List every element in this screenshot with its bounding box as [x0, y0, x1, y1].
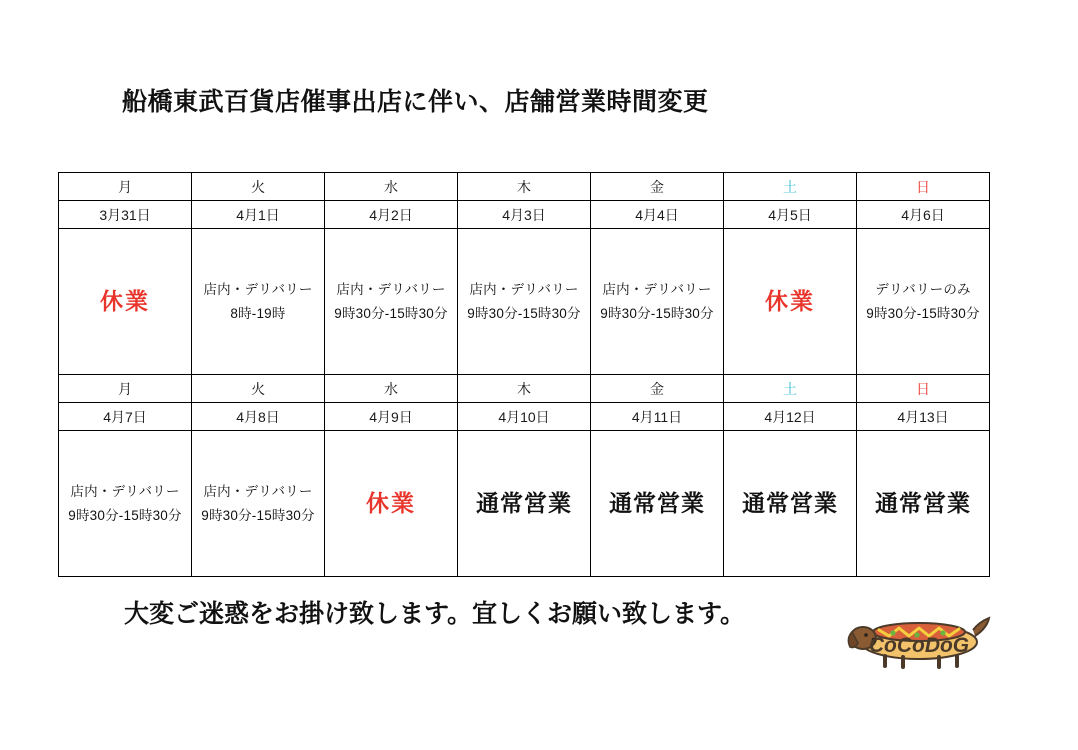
- week2-hours-row: [59, 431, 990, 577]
- normal-hours-label: 通常営業: [875, 490, 971, 517]
- week2-date-cell: 4月13日: [857, 403, 990, 431]
- hours-label: 9時30分-15時30分: [467, 305, 581, 321]
- normal-hours-label: 通常営業: [742, 490, 838, 517]
- week1-hours-cell: [325, 229, 458, 375]
- week2-weekday-row: [59, 375, 990, 403]
- week1-date-cell: 4月3日: [458, 201, 591, 229]
- week1-hours-cell: [458, 229, 591, 375]
- business-hours-table: [58, 172, 990, 577]
- service-label: 店内・デリバリー: [203, 281, 313, 297]
- week1-weekday-cell: 月: [59, 173, 192, 201]
- logo-wordmark: CoCoDoG: [868, 634, 970, 657]
- week2-date-cell: 4月7日: [59, 403, 192, 431]
- service-label: デリバリーのみ: [875, 281, 971, 297]
- week2-hours-cell: [724, 431, 857, 577]
- week2-date-cell: 4月10日: [458, 403, 591, 431]
- hours-label: 8時-19時: [230, 305, 286, 321]
- week1-weekday-row: [59, 173, 990, 201]
- week2-hours-cell: [857, 431, 990, 577]
- week2-date-cell: 4月12日: [724, 403, 857, 431]
- week1-weekday-cell: 水: [325, 173, 458, 201]
- week1-hours-cell: [59, 229, 192, 375]
- closed-label: 休業: [366, 490, 416, 517]
- week1-weekday-cell: 火: [192, 173, 325, 201]
- service-label: 店内・デリバリー: [203, 483, 313, 499]
- week2-weekday-cell-saturday: 土: [724, 375, 857, 403]
- hours-label: 9時30分-15時30分: [334, 305, 448, 321]
- normal-hours-label: 通常営業: [476, 490, 572, 517]
- closed-label: 休業: [765, 288, 815, 315]
- apology-note: 大変ご迷惑をお掛け致します。宜しくお願い致します。: [124, 600, 746, 628]
- week2-weekday-cell-sunday: 日: [857, 375, 990, 403]
- week1-date-cell: 4月6日: [857, 201, 990, 229]
- week1-weekday-cell: 金: [591, 173, 724, 201]
- week1-date-cell: 4月2日: [325, 201, 458, 229]
- week2-hours-cell: [325, 431, 458, 577]
- hours-label: 9時30分-15時30分: [866, 305, 980, 321]
- week1-date-cell: 4月4日: [591, 201, 724, 229]
- normal-hours-label: 通常営業: [609, 490, 705, 517]
- hotdog-logo-icon: [845, 608, 993, 674]
- hours-label: 9時30分-15時30分: [201, 507, 315, 523]
- week1-hours-row: [59, 229, 990, 375]
- week2-date-cell: 4月11日: [591, 403, 724, 431]
- week2-date-cell: 4月9日: [325, 403, 458, 431]
- week2-weekday-cell: 金: [591, 375, 724, 403]
- service-label: 店内・デリバリー: [469, 281, 579, 297]
- week1-date-cell: 4月5日: [724, 201, 857, 229]
- week2-weekday-cell: 月: [59, 375, 192, 403]
- week2-weekday-cell: 水: [325, 375, 458, 403]
- closed-label: 休業: [100, 288, 150, 315]
- week1-weekday-cell: 木: [458, 173, 591, 201]
- service-label: 店内・デリバリー: [336, 281, 446, 297]
- service-label: 店内・デリバリー: [70, 483, 180, 499]
- week2-hours-cell: [59, 431, 192, 577]
- week1-hours-cell: [857, 229, 990, 375]
- week1-weekday-cell-sunday: 日: [857, 173, 990, 201]
- service-label: 店内・デリバリー: [602, 281, 712, 297]
- week2-hours-cell: [192, 431, 325, 577]
- week1-hours-cell: [724, 229, 857, 375]
- week2-date-cell: 4月8日: [192, 403, 325, 431]
- week2-hours-cell: [591, 431, 724, 577]
- page-title: 船橋東武百貨店催事出店に伴い、店舗営業時間変更: [122, 88, 709, 116]
- week1-date-cell: 3月31日: [59, 201, 192, 229]
- week1-date-cell: 4月1日: [192, 201, 325, 229]
- week1-hours-cell: [192, 229, 325, 375]
- week2-hours-cell: [458, 431, 591, 577]
- week1-hours-cell: [591, 229, 724, 375]
- week2-weekday-cell: 木: [458, 375, 591, 403]
- week1-weekday-cell-saturday: 土: [724, 173, 857, 201]
- hours-label: 9時30分-15時30分: [600, 305, 714, 321]
- week2-date-row: [59, 403, 990, 431]
- week1-date-row: [59, 201, 990, 229]
- hours-label: 9時30分-15時30分: [68, 507, 182, 523]
- week2-weekday-cell: 火: [192, 375, 325, 403]
